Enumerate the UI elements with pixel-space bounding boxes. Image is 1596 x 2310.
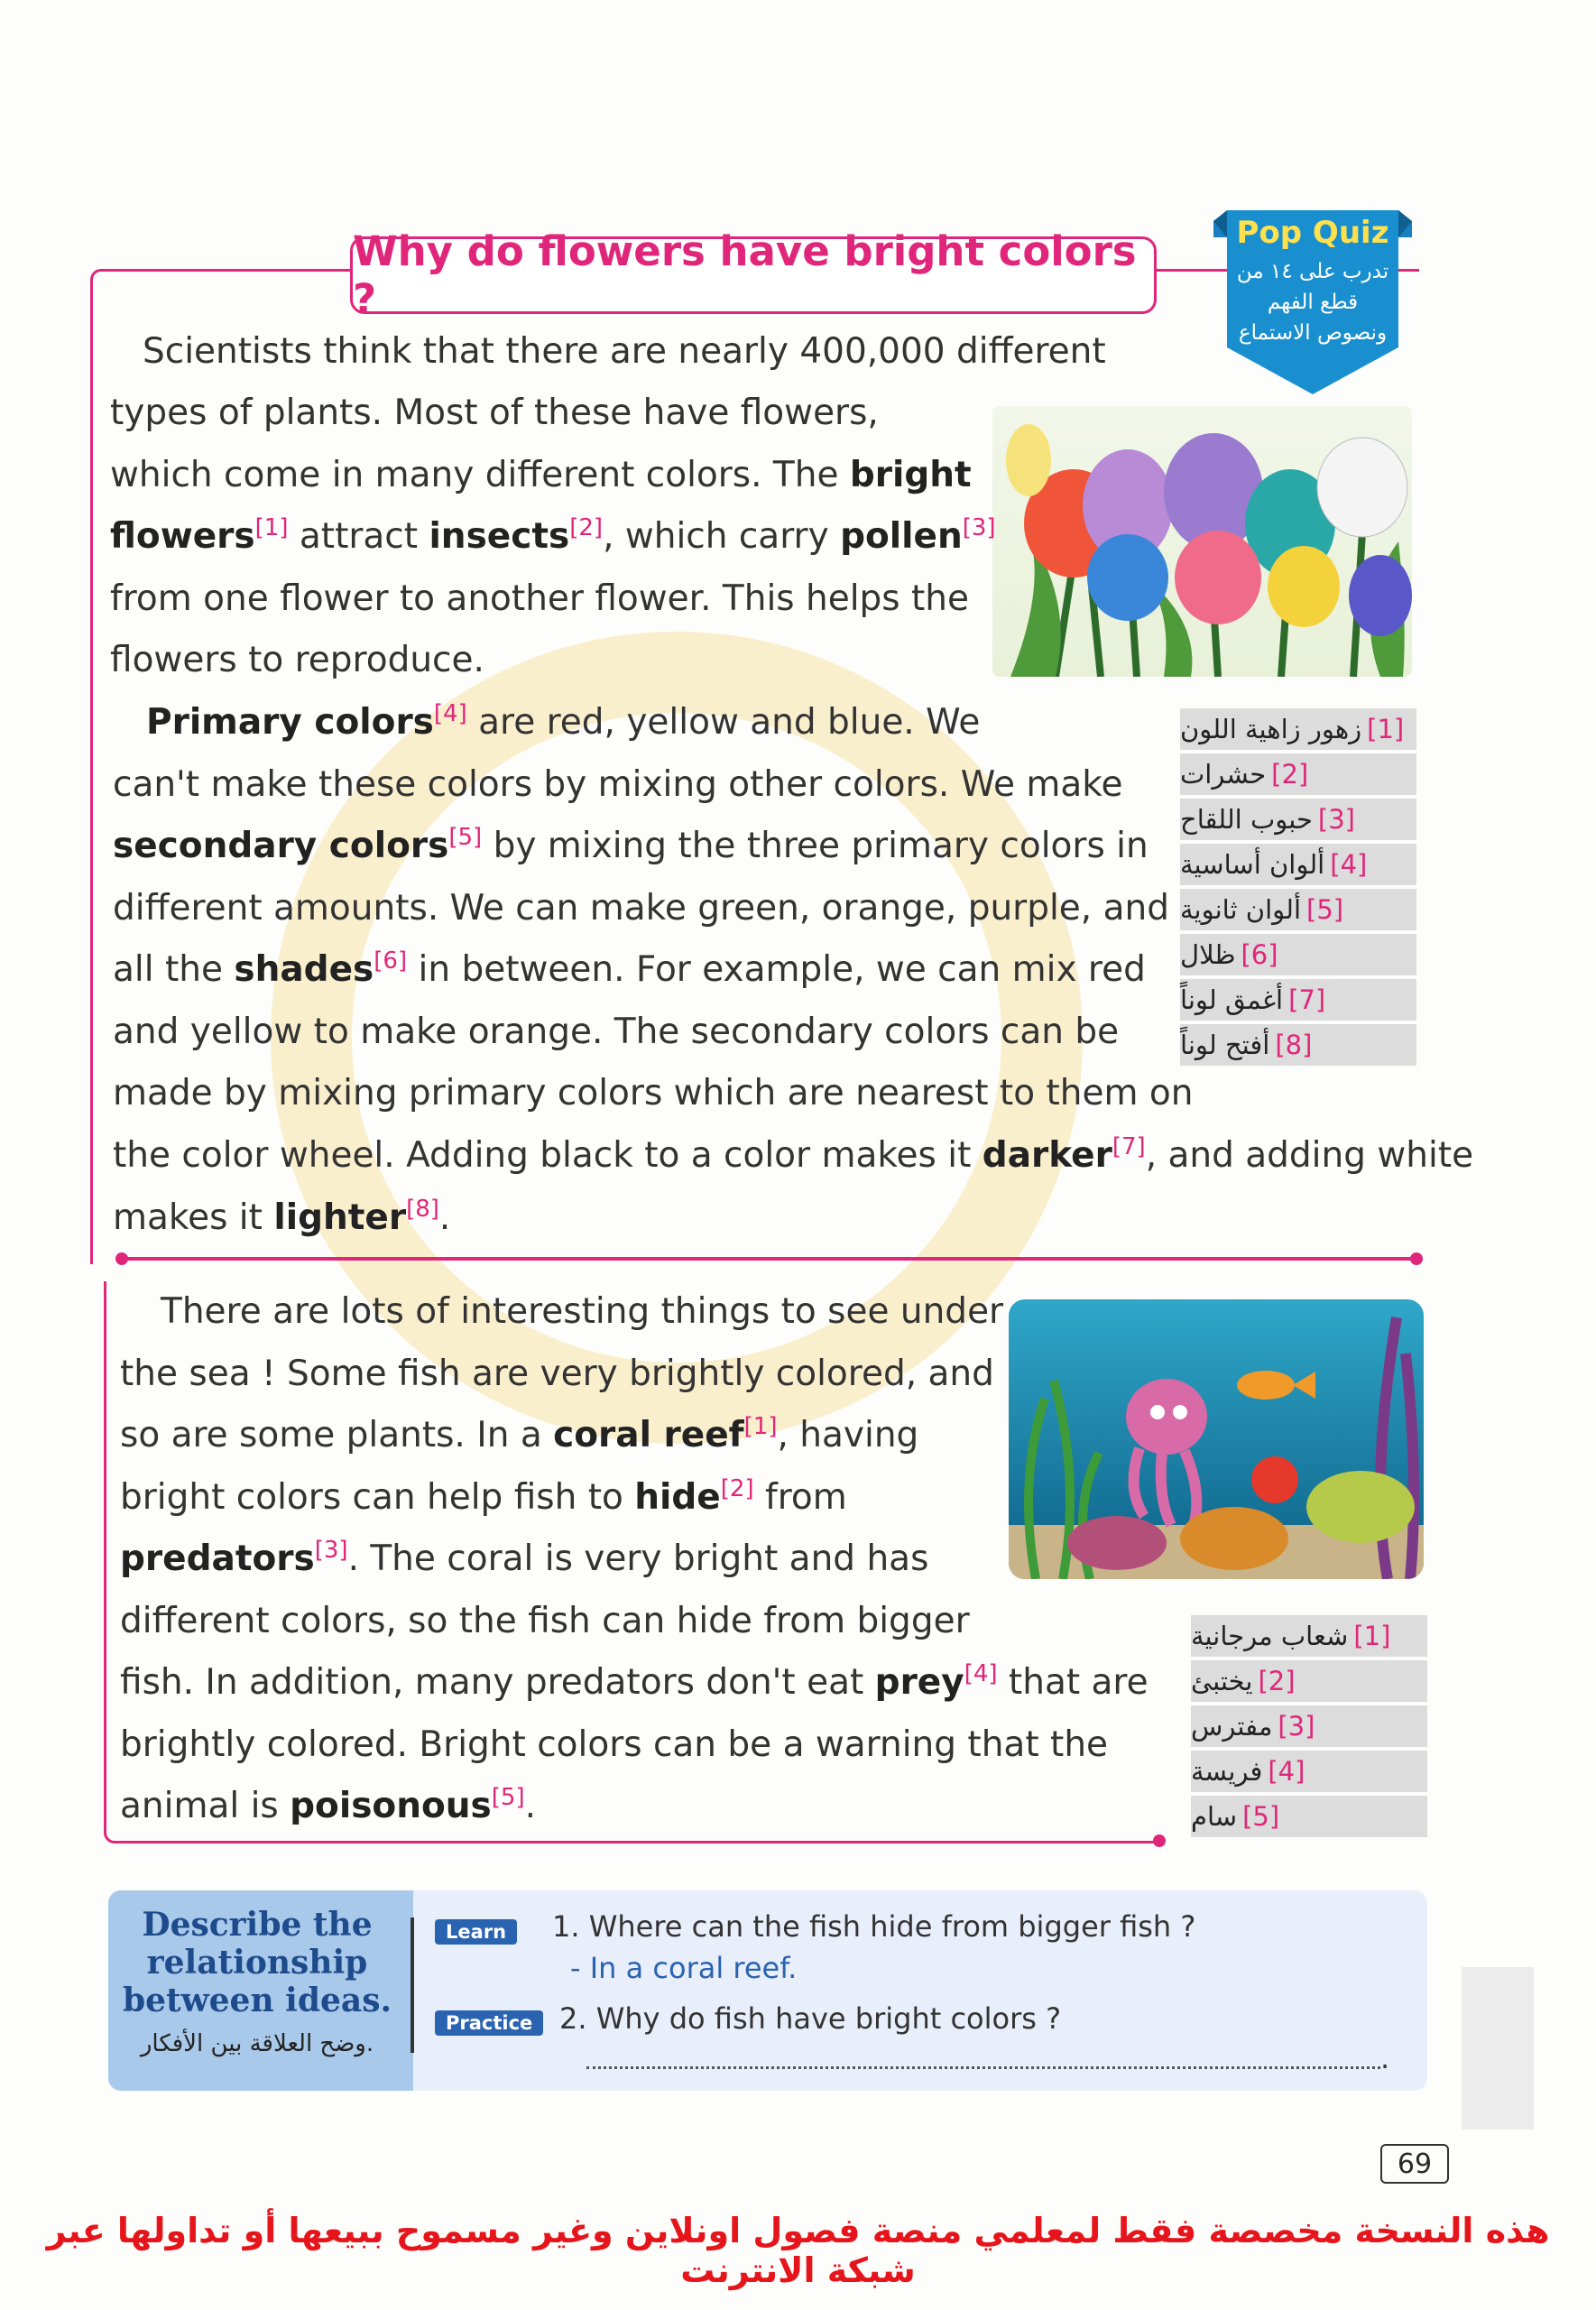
pop-quiz-line1: تدرب على ١٤ من: [1236, 260, 1389, 283]
p1-line5: from one flower to another flower. This helps the: [110, 578, 970, 619]
frame2-dot: [1153, 1834, 1166, 1847]
p2-line2: can't make these colors by mixing other colors. We make: [113, 764, 1123, 805]
p3-line6: different colors, so the fish can hide from bigger: [120, 1601, 970, 1641]
footer-notice: هذه النسخة مخصصة فقط لمعلمي منصة فصول اونلاين وغير مسموح ببيعها أو تداولها عبر شبكة الانترنت: [46, 2211, 1550, 2290]
skill-arabic: وضح العلاقة بين الأفكار.: [140, 2030, 374, 2057]
practice-tag: Practice: [435, 2010, 543, 2036]
glossary-item: [1] زهور زاهية اللون: [1180, 708, 1416, 750]
pop-quiz-label: Pop Quiz: [1236, 215, 1389, 251]
page-edge-strip: [1462, 1967, 1534, 2130]
answer-2-line[interactable]: [586, 2066, 1380, 2069]
p3-line5: predators[3]. The coral is very bright and has: [120, 1537, 929, 1579]
answer-2-end-dot: .: [1380, 2041, 1390, 2075]
p3-line7: fish. In addition, many predators don't eat prey[4] that are: [120, 1660, 1149, 1703]
glossary-item: [4] فريسة: [1191, 1751, 1427, 1792]
p2-line9: makes it lighter[8].: [113, 1196, 451, 1238]
p2-line8: the color wheel. Adding black to a color makes it darker[7], and adding white: [113, 1133, 1474, 1176]
glossary-item: [3] مفترس: [1191, 1705, 1427, 1747]
p1-line1: Scientists think that there are nearly 400,000 different: [143, 331, 1106, 372]
p3-line2: the sea ! Some fish are very brightly colored, and: [120, 1354, 994, 1394]
glossary-item: [2] يختبئ: [1191, 1660, 1427, 1702]
pop-quiz-line2: قطع الفهم: [1267, 291, 1359, 314]
p2-line5: all the shades[6] in between. For example, we can mix red: [113, 947, 1146, 990]
p2-line6: and yellow to make orange. The secondary colors can be: [113, 1012, 1120, 1052]
glossary-list-2: [1191, 1615, 1427, 1837]
glossary-item: [8] أفتح لوناً: [1180, 1024, 1416, 1066]
divider-dot-right: [1410, 1252, 1423, 1265]
divider-line: [122, 1257, 1416, 1261]
page-number: 69: [1380, 2144, 1449, 2184]
glossary-item: [2] حشرات: [1180, 753, 1416, 795]
glossary-item: [3] حبوب اللقاح: [1180, 799, 1416, 840]
flowers-illustration: [992, 406, 1412, 677]
p3-line3: so are some plants. In a coral reef[1], having: [120, 1413, 919, 1455]
p1-line4: flowers[1] attract insects[2], which carry pollen[3]: [110, 514, 996, 557]
answer-1: - In a coral reef.: [570, 1951, 798, 1985]
pop-quiz-line3: ونصوص الاستماع: [1238, 321, 1388, 345]
p1-line6: flowers to reproduce.: [110, 640, 484, 680]
coral-reef-illustration: [1009, 1299, 1424, 1579]
learn-tag: Learn: [435, 1919, 517, 1945]
p3-line8: brightly colored. Bright colors can be a warning that the: [120, 1724, 1109, 1765]
question-2: 2. Why do fish have bright colors ?: [559, 2001, 1062, 2036]
p3-line9: animal is poisonous[5].: [120, 1784, 537, 1826]
glossary-item: [5] ألوان ثانوية: [1180, 889, 1416, 930]
skill-title: Describe the relationship between ideas.: [122, 1906, 392, 2019]
divider-dot-left: [115, 1252, 128, 1265]
p2-line7: made by mixing primary colors which are nearest to them on: [113, 1073, 1194, 1113]
glossary-item: [5] سام: [1191, 1796, 1427, 1837]
p3-line4: bright colors can help fish to hide[2] from: [120, 1475, 847, 1518]
title-box: [350, 227, 1157, 323]
p1-line2: types of plants. Most of these have flowers,: [110, 393, 879, 433]
glossary-item: [7] أغمق لوناً: [1180, 979, 1416, 1021]
p2-line4: different amounts. We can make green, orange, purple, and: [113, 888, 1169, 929]
question-1: 1. Where can the fish hide from bigger fish ?: [552, 1909, 1196, 1944]
skill-divider: [411, 1917, 414, 2053]
glossary-item: [1] شعاب مرجانية: [1191, 1615, 1427, 1657]
p2-line3: secondary colors[5] by mixing the three primary colors in: [113, 824, 1149, 866]
p2-line1: Primary colors[4] are red, yellow and blue. We: [146, 700, 981, 743]
glossary-item: [6] ظلال: [1180, 934, 1416, 975]
glossary-list-1: [1180, 708, 1416, 1066]
page-title: Why do flowers have bright colors ?: [353, 227, 1137, 323]
glossary-item: [4] ألوان أساسية: [1180, 844, 1416, 885]
p1-line3: which come in many different colors. The bright: [110, 455, 972, 495]
p3-line1: There are lots of interesting things to see under: [161, 1291, 1004, 1332]
